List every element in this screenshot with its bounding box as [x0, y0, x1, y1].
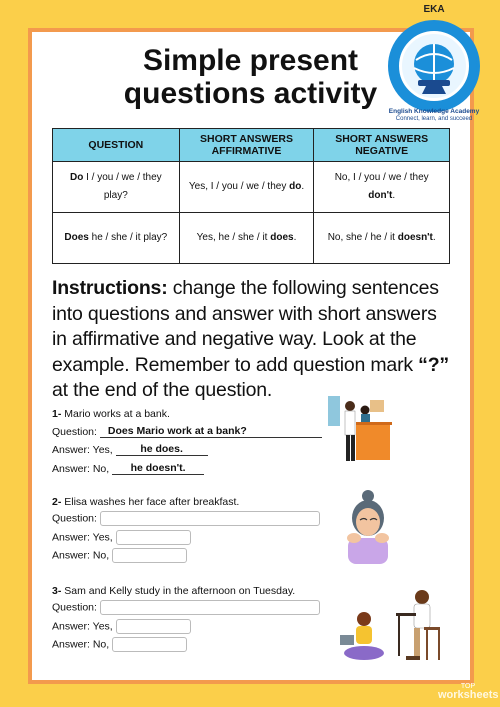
affirmative-cell: Yes, I / you / we / they do.: [179, 162, 314, 213]
table-header: SHORT ANSWERS AFFIRMATIVE: [179, 129, 314, 162]
instructions-label: Instructions:: [52, 277, 168, 299]
table-header: SHORT ANSWERS NEGATIVE: [314, 129, 450, 162]
exercise-3-prompt: 3- Sam and Kelly study in the afternoon on Tuesday.: [52, 585, 296, 597]
logo-name: English Knowledge Academy: [388, 108, 480, 115]
page-title: [118, 44, 383, 110]
exercise-2-no-row: Answer: No,: [52, 548, 187, 563]
table-row: [53, 213, 450, 264]
logo-caption: [380, 108, 488, 123]
table-header-row: [53, 129, 450, 162]
exercise-2-yes-row: Answer: Yes,: [52, 530, 191, 545]
academy-logo: [388, 20, 480, 112]
exercise-1-yes-row: Answer: Yes, he does.: [52, 443, 208, 456]
exercise-1-no-row: Answer: No, he doesn't.: [52, 462, 204, 475]
exercise-3-question-field[interactable]: [100, 600, 320, 615]
negative-cell: No, I / you / we / they don't.: [314, 162, 450, 213]
question-cell: Do I / you / we / they play?: [53, 162, 180, 213]
title-line-1: Simple present: [142, 44, 359, 77]
affirmative-cell: Yes, he / she / it does.: [179, 213, 314, 264]
exercise-3-no-field[interactable]: [112, 637, 187, 652]
exercise-3-yes-field[interactable]: [116, 619, 191, 634]
exercise-2-question-field[interactable]: [100, 511, 320, 526]
woman-washing-illustration: [340, 486, 396, 566]
students-studying-illustration: [336, 583, 452, 669]
topworksheets-logo: TOP worksheets: [438, 683, 499, 701]
logo-acronym: EKA: [423, 4, 445, 15]
exercise-1-question-field[interactable]: Does Mario work at a bank?: [100, 425, 322, 438]
table-header: QUESTION: [53, 129, 180, 162]
exercise-2-prompt: 2- Elisa washes her face after breakfast.: [52, 496, 240, 508]
instructions: Instructions: change the following sentences into questions and answer with short answers in affirmative and negative way. Look at the example. Remember to add question mark “?” at the end of the question.: [52, 277, 449, 401]
grammar-table: [52, 128, 450, 264]
exercise-1-yes-field[interactable]: he does.: [116, 443, 208, 456]
exercise-3-no-row: Answer: No,: [52, 637, 187, 652]
title-line-2: questions activity: [123, 77, 378, 110]
negative-cell: No, she / he / it doesn't.: [314, 213, 450, 264]
exercise-1-no-field[interactable]: he doesn't.: [112, 462, 204, 475]
exercise-1-prompt: 1- Mario works at a bank.: [52, 408, 170, 420]
bank-teller-illustration: [326, 392, 396, 474]
exercise-2-no-field[interactable]: [112, 548, 187, 563]
exercise-3-question-row: Question:: [52, 600, 320, 615]
exercise-3-yes-row: Answer: Yes,: [52, 619, 191, 634]
exercise-1-question-row: Question: Does Mario work at a bank?: [52, 425, 322, 438]
question-cell: Does he / she / it play?: [53, 213, 180, 264]
globe-icon: [399, 31, 469, 101]
table-row: [53, 162, 450, 213]
logo-tagline: Connect, learn, and succeed: [395, 116, 473, 122]
exercise-2-question-row: Question:: [52, 511, 320, 526]
exercise-2-yes-field[interactable]: [116, 530, 191, 545]
